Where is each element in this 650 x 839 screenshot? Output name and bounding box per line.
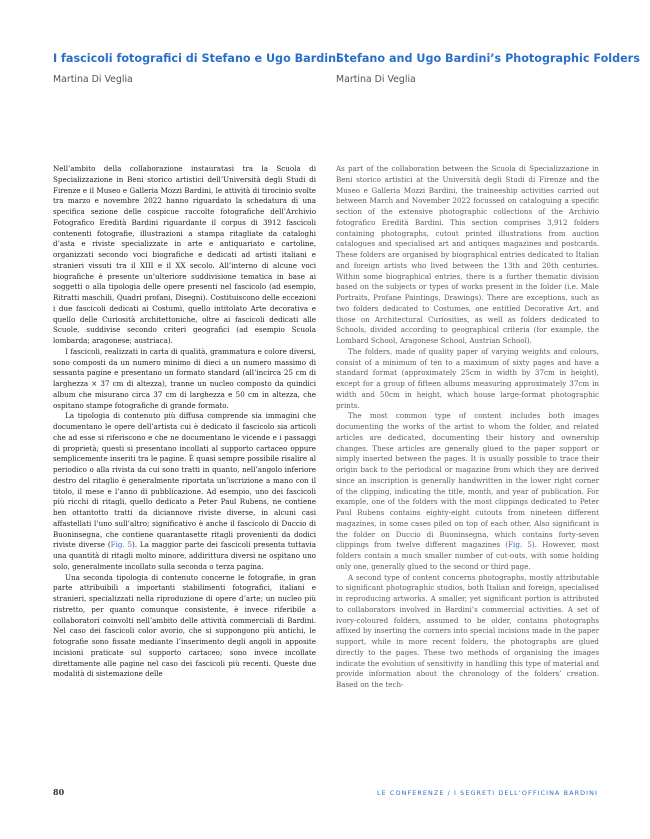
english-paragraph-3: The most common type of content includes both images documenting the works of the artist to whom the folder, and related articles are dedicated, documenting their history and ownership changes. These articles are generally glued to the paper support or simply inserted between the pages. It is usually possible to trace their origin back to the periodical or magazine from which they are derived since an inscription is generally handwritten in the lower right corner of the clipping, indicating the title, month, and year of publication. For example, one of the folders with the most clippings dedicated to Peter Paul Rubens contains eighty-eight cutouts from nineteen different magazines, in some cases piled on top of each other. Also significant is the folder on Duccio di Buoninsegna, which contains forty-seven clippings from twelve different magazines (Fig. 5). However, most folders contain a much smaller number of cut-outs, with some holding only one, generally glued to the second or third page. <box>336 411 599 571</box>
italian-author: Martina Di Veglia <box>53 74 133 85</box>
italian-column <box>53 52 340 679</box>
english-paragraph-2: The folders, made of quality paper of varying weights and colours, consist of a minimum of ten to a maximum of sixty pages and have a standard format (approximately 25cm in width by 37cm in height), except for a group of fifteen albums measuring approximately 37cm in width and 50cm in height, which house large-format photographic prints. <box>336 346 599 410</box>
english-paragraph-1: As part of the collaboration between the Scuola di Specializzazione in Beni storico artistici at the Università degli Studi di Firenze and the Museo e Galleria Mozzi Bardini, the traineeship activities carried out between March and November 2022 focussed on cataloguing a specific section of the extensive photographic collections of the Archivio fotografico Eredità Bardini. This section comprises 3,912 folders containing photographs, cutout printed illustrations from auction catalogues and specialised art and antiques magazines and postcards. These folders are organised by biographical entries dedicated to Italian and foreign artists who lived between the 13th and 20th centuries. Within some biographical entries, there is a further thematic division based on the subjects or types of works present in the folder (i.e. Male Portraits, Profane Paintings, Drawings). There are exceptions, such as two folders dedicated to Costumes, one entitled Decorative Art, and those on Architectural Curiosities, as well as folders dedicated to Schools, divided according to geographical criteria (for example, the Lombard School, Aragonese School, Austrian School). <box>336 164 599 345</box>
italian-paragraph-2: I fascicoli, realizzati in carta di qualità, grammatura e colore diversi, sono composti da un numero minimo di dieci a un numero massimo di sessanta pagine e presentano un formato standard (all’incirca 25 cm di larghezza × 37 cm di altezza), tranne un nucleo composto da quindici album che misurano circa 37 cm di larghezza e 50 cm in altezza, che ospitano stampe fotografiche di grande formato. <box>53 346 316 410</box>
english-author: Martina Di Veglia <box>336 74 416 85</box>
italian-body <box>53 164 316 680</box>
english-body <box>336 164 599 691</box>
running-footer: LE CONFERENZE / I SEGRETI DELL’OFFICINA BARDINI <box>376 789 598 797</box>
italian-paragraph-4: Una seconda tipologia di contenuto concerne le fotografie, in gran parte attribuibili a importanti stabilimenti fotografici, italiani e stranieri, specializzati nella riproduzione di opere d’arte; un nucleo più ristretto, per quanto comunque consistente, è invece riferibile a collaboratori coinvolti nell’ambito delle attività commerciali di Bardini. Nel caso dei fascicoli color avorio, che si suppongono più antichi, le fotografie sono fissate mediante l’inserimento degli angoli in apposite incisioni praticate sul supporto cartaceo; sono invece incollate direttamente alle pagine nel caso dei fascicoli più recenti. Queste due modalità di sistemazione delle <box>53 572 316 679</box>
english-paragraph-4: A second type of content concerns photographs, mostly attributable to significant photographic studios, both Italian and foreign, specialised in reproducing artworks. A smaller, yet significant portion is attributed to collaborators involved in Bardini’s commercial activities. A set of ivory-coloured folders, assumed to be older, contains photographs affixed by inserting the corners into special incisions made in the paper support, while in more recent folders, the photographs are glued directly to the pages. These two methods of organising the images indicate the evolution of sensitivity in handling this type of material and provide information about the chronology of the folders’ creation. Based on the tech- <box>336 572 599 689</box>
figure-reference[interactable]: Fig. 5 <box>110 540 133 550</box>
italian-paragraph-1: Nell’ambito della collaborazione instauratasi tra la Scuola di Specializzazione in Beni storico artistici dell’Università degli Studi di Firenze e il Museo e Galleria Mozzi Bardini, le attività di tirocinio svolte tra marzo e novembre 2022 hanno riguardato la schedatura di una specifica sezione delle cospicue raccolte fotografiche dell’Archivio Fotografico Eredità Bardini riguardante il corpus di 3912 fascicoli contenenti fotografie, illustrazioni a stampa ritagliate da cataloghi d’asta e riviste specializzate in arte e antiquariato e cartoline, organizzati secondo voci biografiche e dedicati ad artisti italiani e stranieri vissuti tra il XIII e il XX secolo. All’interno di alcune voci biografiche è presente un’ulteriore suddivisione tematica in base ai soggetti o alla tipologia delle opere presenti nel fascicolo (ad esempio, Ritratti maschili, Quadri profani, Disegni). Costituiscono delle eccezioni i due fascicoli dedicati ai Costumi, quello intitolato Arte decorativa e quello delle Curiosità architettoniche, oltre ai fascicoli dedicati alle Scuole, suddivise secondo criteri geografici (ad esempio Scuola lombarda; aragonese; austriaca). <box>53 164 316 345</box>
italian-title: I fascicoli fotografici di Stefano e Ugo Bardini <box>53 52 340 65</box>
english-title: Stefano and Ugo Bardini’s Photographic Folders <box>336 52 640 65</box>
english-column <box>336 52 640 689</box>
page-number: 80 <box>53 787 65 797</box>
figure-reference[interactable]: Fig. 5 <box>508 540 532 550</box>
italian-paragraph-3: La tipologia di contenuto più diffusa comprende sia immagini che documentano le opere dell’artista cui è dedicato il fascicolo sia articoli che ad esse si riferiscono e che ne documentano le vicende e i passaggi di proprietà; questi si presentano incollati al supporto cartaceo oppure semplicemente inseriti tra le pagine. È quasi sempre possibile risalire al periodico o alla rivista da cui sono tratti in quanto, nell’angolo inferiore destro del ritaglio è generalmente riportata un’iscrizione a mano con il titolo, il mese e l’anno di pubblicazione. Ad esempio, uno dei fascicoli più ricchi di ritagli, quello dedicato a Peter Paul Rubens, ne contiene ben ottantotto tratti da diciannove riviste diverse, in alcuni casi affastellati l’uno sull’altro; significativo è anche il fascicolo di Duccio di Buoninsegna, che contiene quarantasette ritagli provenienti da dodici riviste diverse (Fig. 5). La maggior parte dei fascicoli presenta tuttavia una quantità di ritagli molto minore, addirittura diversi ne ospitano uno solo, generalmente incollato sulla seconda o terza pagina. <box>53 411 316 571</box>
